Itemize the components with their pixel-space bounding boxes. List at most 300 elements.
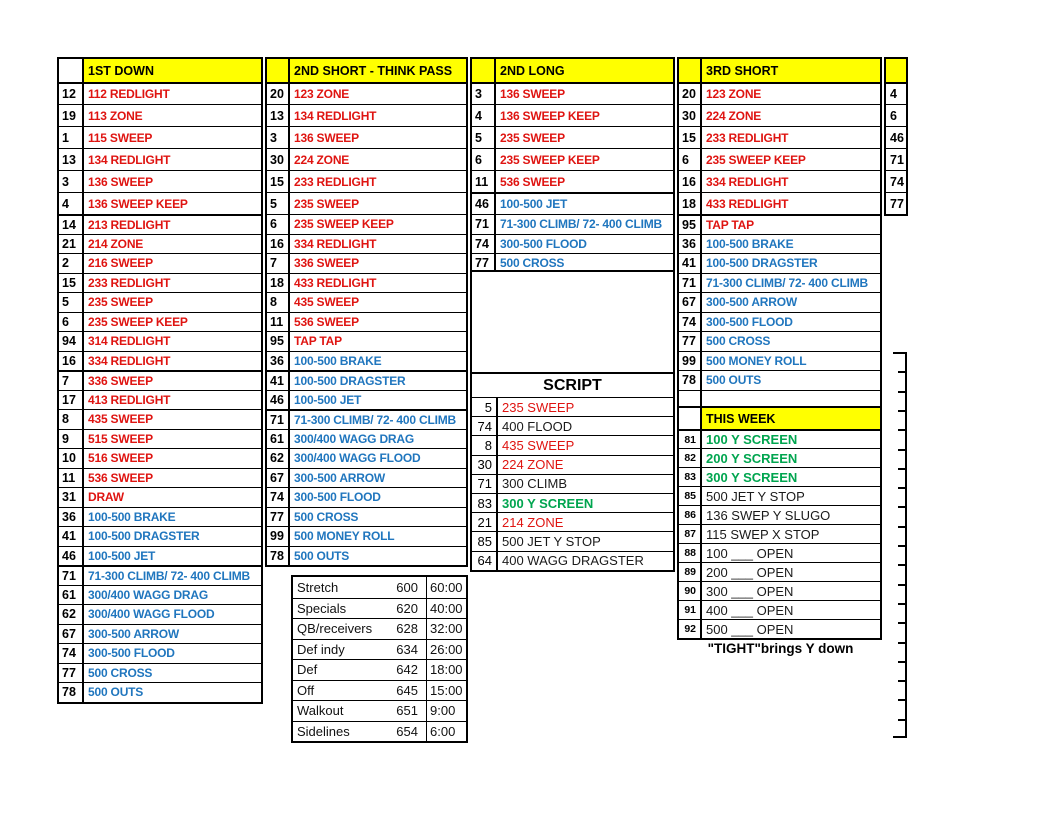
play-name-cell: 100-500 JET (500, 197, 568, 211)
schedule-row (293, 577, 466, 598)
play-number-cell: 17 (59, 391, 84, 410)
bracket-tick (898, 506, 905, 508)
play-row (679, 82, 880, 104)
play-name-cell: 300/400 WAGG FLOOD (88, 607, 215, 622)
play-name-cell: 235 SWEEP (294, 196, 359, 211)
column-header: 2ND SHORT - THINK PASS (294, 63, 453, 78)
play-number-cell: 71 (890, 152, 904, 167)
play-number-cell: 15 (267, 171, 290, 192)
play-name-cell: 136 SWEEP (88, 174, 153, 189)
practice-schedule-table (291, 575, 468, 743)
play-name-cell: 500 CROSS (500, 256, 565, 271)
schedule-period-cell: Specials (297, 600, 347, 616)
play-number-cell: 1 (59, 127, 84, 148)
play-number-cell: 6 (472, 149, 496, 170)
play-number-cell: 31 (59, 488, 84, 507)
play-number-cell: 5 (472, 127, 496, 148)
play-number-cell: 30 (679, 105, 702, 126)
play-row (59, 82, 261, 104)
play-number-cell: 9 (59, 430, 84, 449)
schedule-row (293, 680, 466, 701)
play-name-cell: 235 SWEEP KEEP (706, 152, 806, 167)
bracket-tick (898, 622, 905, 624)
play-row (679, 170, 880, 192)
play-row (59, 409, 261, 429)
bracket-tick (898, 449, 905, 451)
third-short-table (677, 57, 882, 411)
play-number-cell: 71 (267, 411, 290, 429)
play-row (59, 292, 261, 312)
this-week-table (677, 406, 882, 640)
play-row (472, 170, 673, 192)
play-row (472, 126, 673, 148)
play-name-cell: 300 Y SCREEN (502, 495, 594, 511)
play-row (267, 429, 466, 449)
play-number-cell: 74 (679, 313, 702, 332)
play-name-cell: 100-500 DRAGSTER (88, 529, 200, 544)
bracket-tick (898, 564, 905, 566)
bracket-tick (898, 719, 905, 721)
play-number-cell: 3 (59, 171, 84, 192)
play-number-cell: 16 (267, 235, 290, 254)
play-row (679, 448, 880, 467)
play-number-cell: 77 (679, 332, 702, 351)
play-number-cell: 41 (267, 372, 290, 390)
play-name-cell: 536 SWEEP (500, 174, 565, 189)
bracket-tick (898, 410, 905, 412)
play-name-cell: 336 SWEEP (294, 256, 359, 271)
play-name-cell: 136 SWEEP KEEP (500, 108, 600, 123)
play-row (472, 531, 673, 550)
bracket-tick (898, 468, 905, 470)
play-number-cell: 95 (267, 332, 290, 351)
schedule-number-cell: 651 (396, 703, 418, 719)
play-number-cell: 71 (472, 215, 496, 234)
play-row (679, 351, 880, 371)
play-number-cell: 41 (679, 254, 702, 273)
play-row (59, 682, 261, 702)
play-row (267, 331, 466, 351)
play-row (59, 643, 261, 663)
play-number-cell: 94 (59, 332, 84, 351)
play-name-cell: 500 CROSS (88, 665, 153, 680)
play-number-cell: 85 (679, 487, 702, 505)
play-row (679, 104, 880, 126)
play-name-cell: 500 JET Y STOP (502, 533, 601, 549)
empty-cell-block (470, 270, 675, 374)
play-number-cell: 74 (59, 644, 84, 663)
column-header: 2ND LONG (500, 63, 565, 78)
bracket-tick (893, 352, 905, 354)
play-row (679, 148, 880, 170)
play-number-cell: 77 (472, 254, 496, 273)
play-row (472, 192, 673, 214)
play-row (679, 292, 880, 312)
play-name-cell: 100-500 BRAKE (88, 509, 176, 524)
schedule-time-cell: 18:00 (426, 660, 466, 680)
play-name-cell: 516 SWEEP (88, 451, 153, 466)
schedule-number-cell: 628 (396, 621, 418, 637)
schedule-number-cell: 654 (396, 723, 418, 739)
play-row (59, 507, 261, 527)
play-number-cell: 61 (267, 430, 290, 449)
play-row (267, 351, 466, 371)
play-number-cell: 67 (59, 625, 84, 644)
play-row (472, 512, 673, 531)
header-spacer-cell (59, 59, 84, 82)
play-name-cell: 134 REDLIGHT (294, 108, 377, 123)
schedule-row (293, 700, 466, 721)
play-number-cell: 71 (679, 274, 702, 293)
play-number-cell: 8 (472, 436, 498, 454)
play-number-cell: 13 (267, 105, 290, 126)
play-row (679, 253, 880, 273)
play-number-cell: 62 (59, 605, 84, 624)
play-name-cell: 536 SWEEP (294, 314, 359, 329)
play-number-cell: 13 (59, 149, 84, 170)
play-number-cell: 19 (59, 105, 84, 126)
schedule-number-cell: 634 (396, 641, 418, 657)
play-name-cell: 500 MONEY ROLL (706, 353, 807, 368)
bracket-tick (898, 526, 905, 528)
play-name-cell: 433 REDLIGHT (294, 275, 377, 290)
play-number-cell: 92 (679, 620, 702, 638)
play-name-cell: 100-500 DRAGSTER (706, 256, 818, 271)
play-number-cell: 74 (472, 235, 496, 254)
schedule-time-cell: 40:00 (426, 599, 466, 619)
play-row (679, 214, 880, 234)
play-name-cell: 235 SWEEP KEEP (500, 152, 600, 167)
schedule-time-cell: 15:00 (426, 681, 466, 701)
play-row (886, 82, 906, 104)
play-name-cell: 400 FLOOD (502, 418, 573, 434)
bracket-tick (898, 487, 905, 489)
play-number-cell: 5 (267, 193, 290, 214)
play-number-cell: 4 (59, 193, 84, 214)
bracket-tick (898, 699, 905, 701)
play-name-cell: 100 ___ OPEN (706, 545, 794, 561)
play-number-cell: 15 (679, 127, 702, 148)
play-number-cell: 46 (472, 194, 496, 214)
schedule-number-cell: 642 (396, 662, 418, 678)
play-row (267, 292, 466, 312)
play-row (472, 474, 673, 493)
play-name-cell: 136 SWEEP (500, 87, 565, 101)
play-number-cell: 74 (890, 174, 904, 189)
play-row (267, 192, 466, 214)
schedule-time-cell: 32:00 (426, 619, 466, 639)
play-name-cell: 235 SWEEP KEEP (294, 217, 394, 232)
first-down-table (57, 57, 263, 704)
play-row (59, 234, 261, 254)
play-row (472, 493, 673, 512)
play-number-cell: 2 (59, 254, 84, 273)
play-number-cell: 36 (679, 235, 702, 254)
play-number-cell: 61 (59, 586, 84, 605)
play-name-cell: 500 JET Y STOP (706, 488, 805, 504)
column-header: THIS WEEK (706, 411, 776, 426)
schedule-period-cell: Def (297, 662, 318, 678)
schedule-number-cell: 620 (396, 600, 418, 616)
play-row (59, 312, 261, 332)
play-number-cell: 46 (267, 391, 290, 410)
play-row (679, 312, 880, 332)
play-number-cell: 3 (472, 84, 496, 104)
play-number-cell: 90 (679, 582, 702, 600)
play-number-cell: 88 (679, 544, 702, 562)
play-row (59, 214, 261, 234)
bracket-tick (898, 391, 905, 393)
right-bracket (895, 352, 907, 738)
header-spacer-cell (679, 59, 702, 82)
header-row (267, 59, 466, 82)
schedule-period-cell: Def indy (297, 641, 345, 657)
play-number-cell: 21 (59, 235, 84, 254)
play-number-cell: 67 (679, 293, 702, 312)
play-number-cell: 87 (679, 525, 702, 543)
play-row (267, 253, 466, 273)
play-number-cell: 36 (59, 508, 84, 527)
play-row (267, 273, 466, 293)
play-number-cell: 99 (267, 527, 290, 546)
play-number-cell: 36 (267, 352, 290, 371)
schedule-period-cell: Sidelines (297, 723, 350, 739)
schedule-period-cell: Off (297, 682, 315, 698)
play-name-cell: 334 REDLIGHT (706, 174, 789, 189)
play-name-cell: 413 REDLIGHT (88, 392, 171, 407)
play-number-cell: 11 (267, 313, 290, 332)
play-row (679, 370, 880, 390)
play-name-cell: 536 SWEEP (88, 470, 153, 485)
play-row (679, 192, 880, 214)
play-number-cell: 11 (59, 469, 84, 488)
play-name-cell: 500 ___ OPEN (706, 621, 794, 637)
play-name-cell: 123 ZONE (706, 87, 762, 101)
play-number-cell: 20 (267, 84, 290, 104)
bracket-tick (898, 371, 905, 373)
play-name-cell: 435 SWEEP (88, 412, 153, 427)
play-row (267, 507, 466, 527)
play-name-cell: 400 ___ OPEN (706, 602, 794, 618)
play-row (679, 505, 880, 524)
play-number-cell: 91 (679, 601, 702, 619)
play-number-cell: 67 (267, 469, 290, 488)
play-name-cell: 233 REDLIGHT (294, 174, 377, 189)
play-name-cell: 400 WAGG DRAGSTER (502, 553, 644, 569)
second-short-table (265, 57, 468, 567)
play-row (267, 390, 466, 410)
play-name-cell: 112 REDLIGHT (88, 87, 170, 101)
play-name-cell: 224 ZONE (294, 152, 350, 167)
play-name-cell: 115 SWEEP (88, 130, 153, 145)
play-row (472, 435, 673, 454)
column-header: 3RD SHORT (706, 63, 779, 78)
play-name-cell: 71-300 CLIMB/ 72- 400 CLIMB (88, 568, 250, 583)
play-row (59, 624, 261, 644)
play-name-cell: 515 SWEEP (88, 431, 153, 446)
play-name-cell: TAP TAP (294, 334, 342, 349)
play-name-cell: 433 REDLIGHT (706, 196, 789, 211)
play-number-cell: 12 (59, 84, 84, 104)
play-name-cell: 113 ZONE (88, 108, 143, 123)
bracket-tick (898, 642, 905, 644)
play-name-cell: 500 OUTS (88, 685, 144, 700)
play-name-cell: 300-500 ARROW (706, 295, 797, 310)
play-name-cell: 71-300 CLIMB/ 72- 400 CLIMB (706, 275, 868, 290)
play-row (59, 104, 261, 126)
play-number-cell: 82 (679, 449, 702, 467)
play-row (267, 234, 466, 254)
play-row (59, 448, 261, 468)
play-number-cell: 21 (472, 513, 498, 531)
play-name-cell: 300-500 ARROW (88, 626, 179, 641)
play-row (679, 600, 880, 619)
header-row (472, 59, 673, 82)
play-name-cell: 235 SWEEP (500, 130, 565, 145)
play-name-cell: 71-300 CLIMB/ 72- 400 CLIMB (500, 217, 662, 232)
play-name-cell: 300-500 FLOOD (88, 646, 175, 661)
play-name-cell: 213 REDLIGHT (88, 217, 171, 232)
play-number-cell: 77 (890, 196, 904, 211)
play-number-cell: 85 (472, 532, 498, 550)
play-row (267, 448, 466, 468)
play-row (59, 253, 261, 273)
play-name-cell: 500 OUTS (294, 548, 350, 563)
bracket-tick (898, 429, 905, 431)
play-number-cell: 18 (679, 193, 702, 214)
play-name-cell: 200 ___ OPEN (706, 564, 794, 580)
column-header: 1ST DOWN (88, 63, 154, 78)
header-row (679, 408, 880, 429)
right-numbers-table (884, 57, 908, 216)
play-name-cell: 314 REDLIGHT (88, 334, 171, 349)
play-row (679, 562, 880, 581)
play-row (679, 126, 880, 148)
play-row (886, 104, 906, 126)
play-name-cell: 300 CLIMB (502, 476, 568, 492)
play-name-cell: 115 SWEP X STOP (706, 526, 820, 542)
play-name-cell: 500 OUTS (706, 373, 762, 388)
bracket-tick (893, 736, 905, 738)
play-number-cell: 6 (679, 149, 702, 170)
play-name-cell: 123 ZONE (294, 87, 350, 101)
play-name-cell: 500 MONEY ROLL (294, 529, 395, 544)
bracket-tick (898, 680, 905, 682)
play-row (267, 170, 466, 192)
play-row (886, 126, 906, 148)
play-number-cell: 16 (679, 171, 702, 192)
play-row (267, 468, 466, 488)
play-name-cell: 100-500 DRAGSTER (294, 373, 406, 388)
play-row (59, 429, 261, 449)
play-number-cell: 30 (472, 456, 498, 474)
tight-note: "TIGHT"brings Y down (707, 641, 854, 656)
play-name-cell: 300-500 FLOOD (294, 490, 381, 505)
play-number-cell: 78 (267, 547, 290, 566)
schedule-time-cell: 6:00 (426, 722, 466, 742)
schedule-period-cell: Stretch (297, 579, 339, 595)
play-name-cell: 235 SWEEP (88, 295, 153, 310)
play-number-cell: 10 (59, 449, 84, 468)
play-row (59, 126, 261, 148)
play-name-cell: 334 REDLIGHT (88, 353, 171, 368)
header-row (59, 59, 261, 82)
play-row (267, 148, 466, 170)
play-number-cell: 95 (679, 216, 702, 234)
play-name-cell: 224 ZONE (706, 108, 762, 123)
schedule-time-cell: 26:00 (426, 640, 466, 660)
play-row (267, 546, 466, 566)
schedule-number-cell: 645 (396, 682, 418, 698)
play-row (59, 585, 261, 605)
script-title: SCRIPT (543, 376, 602, 394)
play-row (886, 170, 906, 192)
play-number-cell: 18 (267, 274, 290, 293)
play-row (472, 234, 673, 254)
play-number-cell: 41 (59, 527, 84, 546)
play-name-cell: 224 ZONE (502, 457, 564, 473)
play-row (59, 526, 261, 546)
play-number-cell: 74 (267, 488, 290, 507)
play-row (679, 543, 880, 562)
play-name-cell: 200 Y SCREEN (706, 450, 798, 466)
play-number-cell: 71 (59, 567, 84, 585)
play-number-cell: 5 (59, 293, 84, 312)
play-name-cell: 136 SWEP Y SLUGO (706, 507, 831, 523)
play-number-cell: 62 (267, 449, 290, 468)
play-number-cell: 71 (472, 475, 498, 493)
script-table (470, 372, 675, 572)
play-row (59, 487, 261, 507)
play-name-cell: 233 REDLIGHT (88, 275, 171, 290)
play-number-cell: 83 (472, 494, 498, 512)
play-name-cell: 300-500 ARROW (294, 470, 385, 485)
play-name-cell: 336 SWEEP (88, 373, 153, 388)
play-number-cell: 4 (890, 87, 897, 101)
second-long-table (470, 57, 675, 275)
play-number-cell: 83 (679, 468, 702, 486)
play-row (472, 397, 673, 416)
bracket-tick (898, 584, 905, 586)
play-number-cell: 64 (472, 552, 498, 570)
play-name-cell: 100-500 JET (88, 548, 156, 563)
play-name-cell: 300/400 WAGG DRAG (88, 587, 208, 602)
play-name-cell: 233 REDLIGHT (706, 130, 789, 145)
play-row (267, 312, 466, 332)
play-row (267, 104, 466, 126)
play-row (59, 273, 261, 293)
schedule-row (293, 598, 466, 619)
play-number-cell: 14 (59, 216, 84, 234)
play-name-cell: 500 CROSS (294, 509, 359, 524)
play-number-cell: 8 (59, 410, 84, 429)
play-name-cell: 500 CROSS (706, 334, 771, 349)
play-row (679, 467, 880, 486)
play-row (267, 82, 466, 104)
header-row (886, 59, 906, 82)
play-row (679, 273, 880, 293)
play-name-cell: 235 SWEEP KEEP (88, 314, 188, 329)
play-name-cell: 235 SWEEP (502, 399, 575, 415)
play-name-cell: 300-500 FLOOD (706, 314, 793, 329)
schedule-row (293, 618, 466, 639)
play-number-cell: 4 (472, 105, 496, 126)
play-name-cell: 71-300 CLIMB/ 72- 400 CLIMB (294, 412, 456, 427)
play-number-cell: 20 (679, 84, 702, 104)
header-spacer-cell (472, 59, 496, 82)
play-row (886, 192, 906, 214)
play-row (59, 468, 261, 488)
